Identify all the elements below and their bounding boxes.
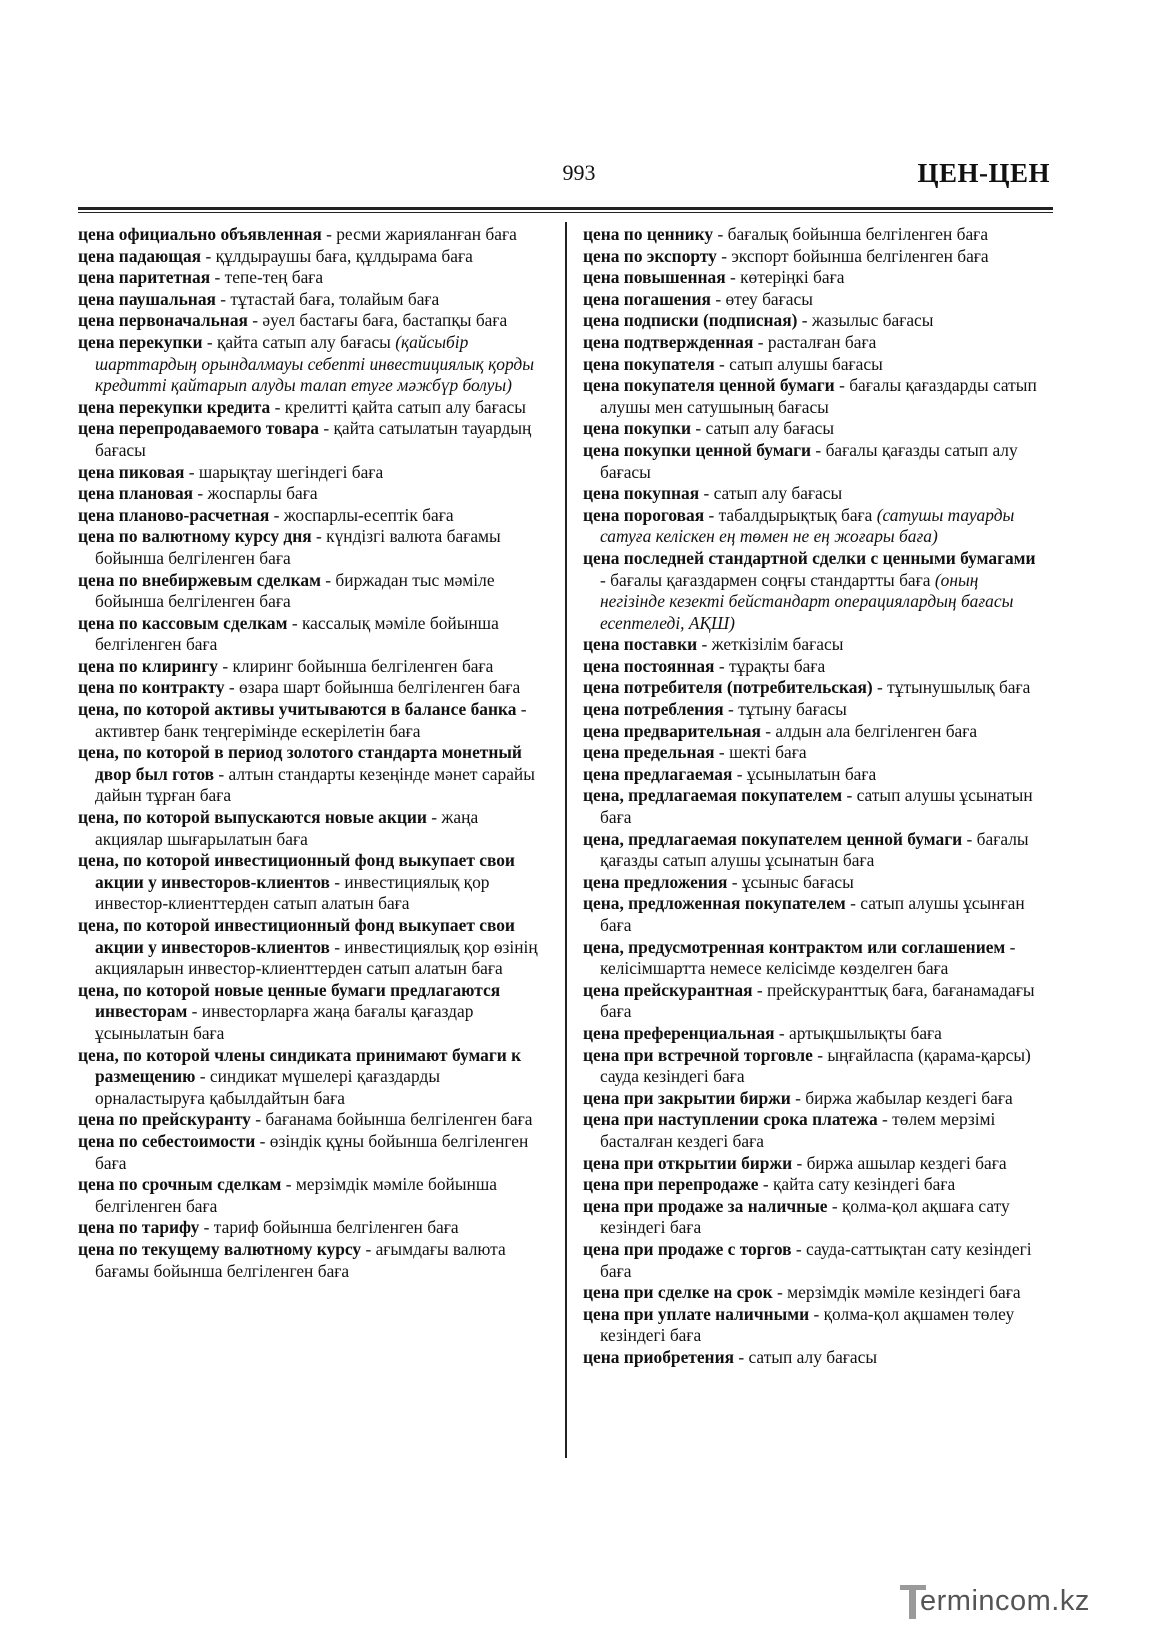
entry-translation: - сауда-саттықтан сату кезіндегі баға: [600, 1238, 1032, 1281]
header-rule-top: [78, 207, 1053, 210]
running-head: ЦЕН-ЦЕН: [917, 158, 1050, 188]
entry-translation: - тепе-тең баға: [210, 267, 324, 288]
entry-note: (сатушы тауарды сатуға келіскен ең төмен не ең жоғары баға): [600, 504, 1015, 547]
entry-translation: - инвестициялық қор өзінің акцияларын инвестор-клиенттерден сатып алатын баға: [95, 936, 538, 979]
entry-term: цена, по которой в период золотого стандарта монетный двор был готов: [78, 742, 522, 784]
dictionary-entry: [78, 462, 540, 484]
dictionary-entry: [583, 721, 1045, 743]
entry-term: цена поставки: [583, 634, 698, 655]
entry-term: цена прейскурантная: [583, 979, 753, 1000]
dictionary-entry: [78, 613, 540, 656]
entry-translation: - өтеу бағасы: [710, 288, 813, 309]
entry-term: цена по текущему валютному курсу: [78, 1238, 362, 1259]
entry-translation: - прейскуранттық баға, бағанамадағы баға: [600, 979, 1035, 1022]
entry-translation: - әуел бастағы баға, бастапқы баға: [247, 310, 508, 331]
entry-term: цена по тарифу: [78, 1217, 200, 1238]
entry-translation: - крелитті қайта сатып алу бағасы: [270, 396, 526, 417]
entry-term: цена по прейскуранту: [78, 1109, 251, 1130]
entry-translation: - қолма-қол ақшаға сату кезіндегі баға: [600, 1195, 1010, 1238]
entry-term: цена, по которой инвестиционный фонд выкупает свои акции у инвесторов-клиентов: [78, 850, 515, 892]
dictionary-entry: [583, 677, 1045, 699]
entry-term: цена официально объявленная: [78, 224, 322, 244]
entry-translation: - артықшылықты баға: [774, 1022, 942, 1043]
dictionary-entry: [78, 1045, 540, 1110]
entry-term: цена подписки (подписная): [583, 310, 798, 331]
entry-translation: - төлем мерзімі басталған кездегі баға: [600, 1109, 996, 1151]
entry-term: цена падающая: [78, 245, 202, 266]
dictionary-entry: [583, 1304, 1045, 1347]
entry-translation: - сатып алушы ұсынатын баға: [600, 785, 1033, 828]
entry-term: цена, по которой активы учитываются в балансе банка: [78, 699, 517, 720]
dictionary-entry: [583, 1088, 1045, 1110]
entry-translation: - мерзімдік мәміле бойынша белгіленген баға: [95, 1174, 497, 1216]
entry-note: (қайсыбір шарттардың орындалмауы себепті инвестициялық қорды кредитті қайтарып алуды талап етуге мәжбүр болуы): [95, 331, 535, 396]
dictionary-entry: [583, 1282, 1045, 1304]
entry-term: цена, предлагаемая покупателем: [583, 785, 843, 806]
entry-translation: - шарықтау шегіндегі баға: [184, 461, 384, 482]
dictionary-entry: [78, 224, 540, 246]
entry-term: цена при закрытии биржи: [583, 1087, 791, 1108]
entry-term: цена, предусмотренная контрактом или соглашением: [583, 936, 1006, 957]
entry-term: цена, по которой члены синдиката принимают бумаги к размещению: [78, 1044, 522, 1087]
dictionary-entry: [583, 483, 1045, 505]
dictionary-entry: [583, 1109, 1045, 1152]
entry-translation: - тариф бойынша белгіленген баға: [199, 1217, 459, 1238]
entry-term: цена предложения: [583, 871, 728, 892]
entry-translation: - тұтыну бағасы: [723, 699, 847, 720]
entry-term: цена по контракту: [78, 677, 225, 698]
entry-term: цена покупателя: [583, 353, 715, 374]
entry-translation: - экспорт бойынша белгіленген баға: [716, 245, 989, 266]
entry-term: цена при открытии биржи: [583, 1152, 793, 1173]
entry-translation: - кассалық мәміле бойынша белгіленген баға: [95, 612, 499, 655]
entry-term: цена повышенная: [583, 267, 726, 288]
dictionary-entry: [583, 354, 1045, 376]
dictionary-entry: [78, 1131, 540, 1174]
dictionary-entry: [583, 893, 1045, 936]
dictionary-entry: [583, 1196, 1045, 1239]
dictionary-entry: [583, 224, 1045, 246]
entry-translation: - сатып алушы ұсынған баға: [600, 893, 1025, 935]
entry-term: цена при продаже с торгов: [583, 1238, 792, 1259]
entry-translation: - инвесторларға жаңа бағалы қағаздар ұсынылатын баға: [95, 1001, 474, 1043]
dictionary-entry: [78, 1109, 540, 1131]
entry-term: цена потребителя (потребительская): [583, 677, 873, 698]
entry-term: цена, по которой новые ценные бумаги предлагаются инвесторам: [78, 979, 501, 1022]
dictionary-entry: [583, 764, 1045, 786]
entry-translation: - биржа жабылар кездегі баға: [790, 1087, 1013, 1108]
entry-term: цена потребления: [583, 699, 724, 720]
entry-translation: - бағалы қағазды сатып алушы ұсынатын баға: [600, 828, 1029, 871]
dictionary-entry: [78, 505, 540, 527]
entry-term: цена перепродаваемого товара: [78, 418, 319, 439]
dictionary-entry: [583, 1174, 1045, 1196]
dictionary-entry: [78, 483, 540, 505]
dictionary-entry: [78, 742, 540, 807]
entry-note: (оның негізінде кезекті бейстандарт операциялардың бағасы есептеледі, АҚШ): [600, 569, 1014, 633]
dictionary-entry: [583, 1239, 1045, 1282]
entry-term: цена, предлагаемая покупателем ценной бумаги: [583, 828, 963, 849]
entry-term: цена по клирингу: [78, 655, 218, 676]
entry-term: цена паритетная: [78, 267, 211, 288]
entry-term: цена первоначальная: [78, 310, 248, 331]
entry-translation: - сатып алушы бағасы: [714, 353, 883, 374]
dictionary-entry: [78, 656, 540, 678]
entry-translation: - ыңғайласпа (қарама-қарсы) сауда кезіндегі баға: [600, 1044, 1031, 1087]
dictionary-entry: [583, 246, 1045, 268]
entry-translation: - жеткізілім бағасы: [697, 634, 844, 655]
entry-translation: - биржа ашылар кездегі баға: [792, 1152, 1007, 1173]
entry-term: цена по кассовым сделкам: [78, 612, 288, 633]
dictionary-entry: [78, 246, 540, 268]
entry-term: цена по экспорту: [583, 245, 717, 266]
entry-translation: - тұрақты баға: [714, 655, 826, 676]
entry-term: цена по себестоимости: [78, 1130, 256, 1151]
entry-term: цена постоянная: [583, 655, 715, 676]
entry-translation: - ресми жарияланған баға: [321, 224, 517, 244]
entry-term: цена подтвержденная: [583, 331, 754, 352]
dictionary-entry: [583, 267, 1045, 289]
entry-term: цена при сделке на срок: [583, 1282, 773, 1303]
entry-translation: - көтеріңкі баға: [725, 267, 845, 288]
dictionary-entry: [583, 785, 1045, 828]
entry-translation: - сатып алу бағасы: [699, 483, 843, 504]
dictionary-entry: [78, 980, 540, 1045]
entry-term: цена при наступлении срока платежа: [583, 1109, 878, 1130]
dictionary-entry: [583, 634, 1045, 656]
entry-translation: - өзара шарт бойынша белгіленген баға: [224, 677, 521, 698]
entry-term: цена перекупки: [78, 331, 203, 352]
entry-term: цена предельная: [583, 742, 715, 763]
entry-translation: - инвестициялық қор инвестор-клиенттерден сатып алатын баға: [95, 871, 490, 914]
entry-translation: - тұтастай баға, толайым баға: [215, 288, 440, 309]
entry-translation: - биржадан тыс мәміле бойынша белгіленген баға: [95, 569, 495, 612]
dictionary-entry: [78, 677, 540, 699]
entry-translation: - ұсынылатын баға: [732, 763, 877, 784]
entry-translation: - қолма-қол ақшамен төлеу кезіндегі баға: [600, 1303, 1015, 1346]
dictionary-entry: [78, 1239, 540, 1282]
entry-translation: - қайта сату кезіндегі баға: [758, 1174, 956, 1195]
entry-translation: - бағанама бойынша белгіленген баға: [250, 1109, 533, 1130]
entry-term: цена предварительная: [583, 720, 761, 741]
dictionary-entry: [583, 332, 1045, 354]
dictionary-entry: [583, 1023, 1045, 1045]
entry-term: цена планово-расчетная: [78, 504, 270, 525]
dictionary-entry: [583, 872, 1045, 894]
entry-translation: - сатып алу бағасы: [734, 1346, 878, 1367]
entry-term: цена предлагаемая: [583, 763, 733, 784]
entry-term: цена плановая: [78, 483, 194, 504]
dictionary-entry: [78, 418, 540, 461]
entry-term: цена покупателя ценной бумаги: [583, 375, 835, 396]
entry-term: цена по внебиржевым сделкам: [78, 569, 321, 590]
entry-translation: - расталған баға: [753, 331, 877, 352]
entry-translation: - жоспарлы-есептік баға: [269, 504, 454, 525]
entry-translation: - құлдыраушы баға, құлдырама баға: [201, 245, 473, 266]
entry-term: цена, по которой выпускаются новые акции: [78, 807, 427, 828]
entry-term: цена по ценнику: [583, 224, 714, 244]
dictionary-entry: [78, 289, 540, 311]
dictionary-entry: [583, 699, 1045, 721]
entry-term: цена погашения: [583, 288, 711, 309]
entry-translation: - ұсыныс бағасы: [727, 871, 854, 892]
dictionary-entry: [78, 267, 540, 289]
entry-translation: - табалдырықтық баға: [704, 504, 877, 525]
entry-term: цена при встречной торговле: [583, 1044, 813, 1065]
dictionary-entry: [583, 375, 1045, 418]
entry-translation: - бағалы қағазды сатып алу бағасы: [600, 439, 1018, 482]
dictionary-entry: [78, 570, 540, 613]
entry-term: цена, по которой инвестиционный фонд выкупает свои акции у инвесторов-клиентов: [78, 915, 515, 957]
entry-translation: - қайта сатылатын тауардың бағасы: [95, 418, 532, 460]
logo-t-stem: [909, 1585, 916, 1619]
dictionary-entry: [583, 937, 1045, 980]
entry-term: цена при перепродаже: [583, 1174, 759, 1195]
entry-term: цена покупки ценной бумаги: [583, 439, 812, 460]
entry-translation: - жазылыс бағасы: [797, 310, 934, 331]
dictionary-entry: [78, 526, 540, 569]
entry-translation: - алдын ала белгіленген баға: [760, 720, 978, 741]
watermark-logo: [900, 1583, 1132, 1623]
entry-translation: - тұтынушылық баға: [872, 677, 1031, 698]
entry-translation: - ағымдағы валюта бағамы бойынша белгіленген баға: [95, 1238, 506, 1281]
entry-translation: - қайта сатып алу бағасы: [202, 331, 396, 352]
entry-term: цена по валютному курсу дня: [78, 526, 312, 547]
entry-term: цена пороговая: [583, 504, 705, 525]
entry-translation: - шекті баға: [714, 742, 807, 763]
entry-term: цена по срочным сделкам: [78, 1174, 282, 1195]
entry-translation: - келісімшартта немесе келісімде көзделген баға: [600, 936, 1016, 979]
entry-translation: - активтер банк теңгерімінде ескерілетін баға: [95, 699, 527, 741]
header-rule-bottom: [78, 212, 1053, 213]
entry-term: цена преференциальная: [583, 1022, 775, 1043]
entry-term: цена приобретения: [583, 1346, 735, 1367]
entry-translation: - өзіндік құны бойынша белгіленген баға: [95, 1130, 529, 1173]
entry-translation: - бағалы қағаздарды сатып алушы мен сатушының бағасы: [600, 375, 1037, 417]
dictionary-entry: [78, 807, 540, 850]
logo-text: ermincom.kz: [920, 1585, 1090, 1617]
dictionary-entry: [583, 289, 1045, 311]
dictionary-entry: [583, 440, 1045, 483]
entry-translation: - клиринг бойынша белгіленген баға: [217, 655, 494, 676]
entry-term: цена пиковая: [78, 461, 185, 482]
dictionary-entry: [78, 397, 540, 419]
entry-translation: - алтын стандарты кезеңінде мәнет сарайы дайын тұрған баға: [95, 763, 535, 806]
dictionary-entry: [583, 1045, 1045, 1088]
entry-term: цена паушальная: [78, 288, 216, 309]
dictionary-entry: [78, 850, 540, 915]
dictionary-entry: [583, 418, 1045, 440]
dictionary-entry: [583, 1153, 1045, 1175]
entry-translation: - жаңа акциялар шығарылатын баға: [95, 807, 479, 849]
entry-translation: - бағалы қағаздармен соңғы стандартты баға: [600, 569, 935, 590]
dictionary-entry: [78, 1217, 540, 1239]
dictionary-entry: [583, 1347, 1045, 1369]
entry-translation: - синдикат мүшелері қағаздарды орналастыруға қабылдайтын баға: [95, 1066, 441, 1108]
dictionary-entry: [583, 310, 1045, 332]
dictionary-entry: [583, 656, 1045, 678]
entry-translation: - мерзімдік мәміле кезіндегі баға: [772, 1282, 1021, 1303]
entry-translation: - бағалық бойынша белгіленген баға: [713, 224, 989, 244]
entry-term: цена при уплате наличными: [583, 1303, 810, 1324]
dictionary-entry: [583, 829, 1045, 872]
entry-translation: - жоспарлы баға: [193, 483, 318, 504]
entry-term: цена покупная: [583, 483, 700, 504]
dictionary-entry: [78, 1174, 540, 1217]
entry-term: цена, предложенная покупателем: [583, 893, 846, 914]
dictionary-entry: [78, 915, 540, 980]
entry-term: цена перекупки кредита: [78, 396, 271, 417]
entry-translation: - сатып алу бағасы: [691, 418, 835, 439]
dictionary-entry: [583, 548, 1045, 634]
entry-term: цена последней стандартной сделки с ценными бумагами: [583, 547, 1036, 568]
left-column: [78, 224, 540, 1282]
entry-term: цена покупки: [583, 418, 692, 439]
dictionary-entry: [583, 505, 1045, 548]
dictionary-entry: [583, 980, 1045, 1023]
right-column: [583, 224, 1045, 1368]
column-divider: [565, 222, 567, 1458]
entry-translation: - күндізгі валюта бағамы бойынша белгіленген баға: [95, 526, 501, 568]
dictionary-entry: [78, 310, 540, 332]
dictionary-entry: [583, 742, 1045, 764]
entry-term: цена при продаже за наличные: [583, 1195, 828, 1216]
dictionary-entry: [78, 699, 540, 742]
dictionary-entry: [78, 332, 540, 397]
page-number: 993: [562, 160, 596, 185]
